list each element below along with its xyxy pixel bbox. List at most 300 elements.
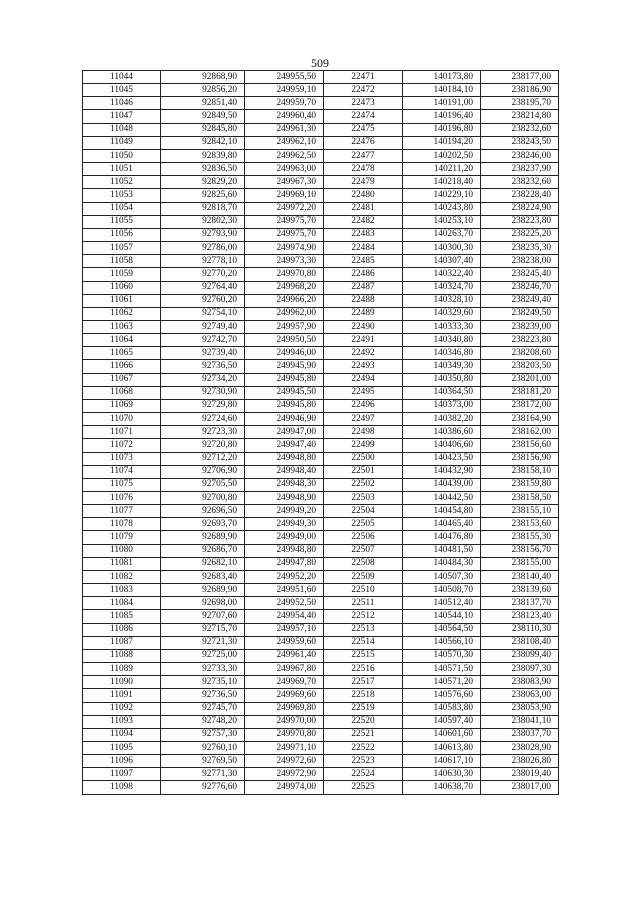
y-coordinate-a-cell: 249963,00	[245, 163, 324, 176]
x-coordinate-b-cell: 140576,60	[403, 689, 481, 702]
point-number-a-cell: 11079	[83, 531, 161, 544]
point-number-b-cell: 22486	[324, 268, 403, 281]
x-coordinate-a-cell: 92736,50	[161, 689, 245, 702]
y-coordinate-b-cell: 238153,60	[481, 518, 559, 531]
y-coordinate-a-cell: 249970,00	[245, 715, 324, 728]
y-coordinate-b-cell: 238225,20	[481, 228, 559, 241]
x-coordinate-b-cell: 140638,70	[403, 781, 481, 794]
point-number-a-cell: 11094	[83, 728, 161, 741]
point-number-a-cell: 11047	[83, 110, 161, 123]
point-number-b-cell: 22477	[324, 149, 403, 162]
x-coordinate-a-cell: 92829,20	[161, 176, 245, 189]
y-coordinate-b-cell: 238155,10	[481, 505, 559, 518]
y-coordinate-a-cell: 249946,90	[245, 413, 324, 426]
y-coordinate-a-cell: 249972,20	[245, 202, 324, 215]
point-number-b-cell: 22522	[324, 741, 403, 754]
point-number-b-cell: 22525	[324, 781, 403, 794]
table-row	[83, 268, 559, 281]
x-coordinate-b-cell: 140544,10	[403, 610, 481, 623]
x-coordinate-b-cell: 140484,30	[403, 557, 481, 570]
point-number-b-cell: 22518	[324, 689, 403, 702]
y-coordinate-a-cell: 249948,90	[245, 492, 324, 505]
y-coordinate-a-cell: 249951,60	[245, 584, 324, 597]
y-coordinate-b-cell: 238156,90	[481, 452, 559, 465]
point-number-b-cell: 22476	[324, 136, 403, 149]
table-row	[83, 610, 559, 623]
y-coordinate-a-cell: 249975,70	[245, 228, 324, 241]
x-coordinate-b-cell: 140307,40	[403, 255, 481, 268]
y-coordinate-b-cell: 238249,50	[481, 307, 559, 320]
x-coordinate-b-cell: 140617,10	[403, 755, 481, 768]
x-coordinate-a-cell: 92856,20	[161, 84, 245, 97]
y-coordinate-a-cell: 249966,20	[245, 294, 324, 307]
table-row	[83, 492, 559, 505]
x-coordinate-b-cell: 140476,80	[403, 531, 481, 544]
point-number-b-cell: 22480	[324, 189, 403, 202]
y-coordinate-a-cell: 249972,90	[245, 768, 324, 781]
table-row	[83, 334, 559, 347]
x-coordinate-a-cell: 92769,50	[161, 755, 245, 768]
point-number-b-cell: 22471	[324, 71, 403, 84]
y-coordinate-a-cell: 249973,30	[245, 255, 324, 268]
x-coordinate-a-cell: 92748,20	[161, 715, 245, 728]
table-row	[83, 426, 559, 439]
x-coordinate-b-cell: 140173,80	[403, 71, 481, 84]
x-coordinate-a-cell: 92836,50	[161, 163, 245, 176]
x-coordinate-a-cell: 92739,40	[161, 347, 245, 360]
x-coordinate-b-cell: 140196,40	[403, 110, 481, 123]
y-coordinate-a-cell: 249971,10	[245, 741, 324, 754]
x-coordinate-a-cell: 92696,50	[161, 505, 245, 518]
point-number-a-cell: 11087	[83, 636, 161, 649]
point-number-a-cell: 11055	[83, 215, 161, 228]
table-row	[83, 623, 559, 636]
table-row	[83, 149, 559, 162]
table-row	[83, 242, 559, 255]
y-coordinate-b-cell: 238026,80	[481, 755, 559, 768]
x-coordinate-a-cell: 92689,90	[161, 584, 245, 597]
y-coordinate-a-cell: 249945,80	[245, 399, 324, 412]
y-coordinate-b-cell: 238223,80	[481, 334, 559, 347]
point-number-a-cell: 11090	[83, 676, 161, 689]
point-number-a-cell: 11088	[83, 649, 161, 662]
table-row	[83, 228, 559, 241]
x-coordinate-a-cell: 92723,30	[161, 426, 245, 439]
y-coordinate-a-cell: 249974,90	[245, 242, 324, 255]
point-number-a-cell: 11059	[83, 268, 161, 281]
y-coordinate-b-cell: 238232,60	[481, 123, 559, 136]
y-coordinate-b-cell: 238099,40	[481, 649, 559, 662]
point-number-a-cell: 11045	[83, 84, 161, 97]
x-coordinate-a-cell: 92771,30	[161, 768, 245, 781]
x-coordinate-b-cell: 140346,80	[403, 347, 481, 360]
y-coordinate-a-cell: 249959,10	[245, 84, 324, 97]
x-coordinate-a-cell: 92757,30	[161, 728, 245, 741]
point-number-a-cell: 11085	[83, 610, 161, 623]
point-number-b-cell: 22488	[324, 294, 403, 307]
x-coordinate-b-cell: 140601,60	[403, 728, 481, 741]
x-coordinate-a-cell: 92705,50	[161, 478, 245, 491]
table-row	[83, 557, 559, 570]
point-number-b-cell: 22482	[324, 215, 403, 228]
table-row	[83, 71, 559, 84]
y-coordinate-a-cell: 249969,70	[245, 676, 324, 689]
y-coordinate-b-cell: 238208,60	[481, 347, 559, 360]
y-coordinate-b-cell: 238158,10	[481, 465, 559, 478]
x-coordinate-b-cell: 140218,40	[403, 176, 481, 189]
coordinates-table-body	[83, 71, 559, 795]
point-number-a-cell: 11092	[83, 702, 161, 715]
table-row	[83, 676, 559, 689]
point-number-b-cell: 22510	[324, 584, 403, 597]
y-coordinate-a-cell: 249947,00	[245, 426, 324, 439]
x-coordinate-a-cell: 92760,20	[161, 294, 245, 307]
table-row	[83, 281, 559, 294]
y-coordinate-a-cell: 249945,80	[245, 373, 324, 386]
x-coordinate-b-cell: 140442,50	[403, 492, 481, 505]
x-coordinate-a-cell: 92849,50	[161, 110, 245, 123]
x-coordinate-a-cell: 92802,30	[161, 215, 245, 228]
y-coordinate-a-cell: 249968,20	[245, 281, 324, 294]
table-row	[83, 518, 559, 531]
table-row	[83, 663, 559, 676]
point-number-a-cell: 11069	[83, 399, 161, 412]
table-row	[83, 176, 559, 189]
table-row	[83, 570, 559, 583]
table-row	[83, 478, 559, 491]
y-coordinate-a-cell: 249955,50	[245, 71, 324, 84]
table-row	[83, 597, 559, 610]
y-coordinate-a-cell: 249972,60	[245, 755, 324, 768]
point-number-b-cell: 22484	[324, 242, 403, 255]
y-coordinate-a-cell: 249962,00	[245, 307, 324, 320]
point-number-a-cell: 11050	[83, 149, 161, 162]
table-row	[83, 97, 559, 110]
table-row	[83, 531, 559, 544]
x-coordinate-b-cell: 140243,80	[403, 202, 481, 215]
point-number-b-cell: 22507	[324, 544, 403, 557]
x-coordinate-b-cell: 140373,00	[403, 399, 481, 412]
point-number-a-cell: 11095	[83, 741, 161, 754]
point-number-b-cell: 22495	[324, 386, 403, 399]
point-number-b-cell: 22472	[324, 84, 403, 97]
point-number-b-cell: 22515	[324, 649, 403, 662]
table-row	[83, 373, 559, 386]
y-coordinate-b-cell: 238158,50	[481, 492, 559, 505]
y-coordinate-b-cell: 238108,40	[481, 636, 559, 649]
y-coordinate-a-cell: 249961,30	[245, 123, 324, 136]
x-coordinate-b-cell: 140349,30	[403, 360, 481, 373]
y-coordinate-a-cell: 249946,00	[245, 347, 324, 360]
point-number-a-cell: 11078	[83, 518, 161, 531]
x-coordinate-a-cell: 92700,80	[161, 492, 245, 505]
point-number-b-cell: 22499	[324, 439, 403, 452]
point-number-a-cell: 11070	[83, 413, 161, 426]
y-coordinate-a-cell: 249948,80	[245, 544, 324, 557]
table-row	[83, 702, 559, 715]
x-coordinate-b-cell: 140630,30	[403, 768, 481, 781]
y-coordinate-a-cell: 249957,10	[245, 623, 324, 636]
x-coordinate-b-cell: 140507,30	[403, 570, 481, 583]
x-coordinate-b-cell: 140191,00	[403, 97, 481, 110]
x-coordinate-b-cell: 140571,50	[403, 663, 481, 676]
point-number-b-cell: 22492	[324, 347, 403, 360]
y-coordinate-a-cell: 249967,80	[245, 663, 324, 676]
point-number-a-cell: 11065	[83, 347, 161, 360]
table-row	[83, 255, 559, 268]
x-coordinate-a-cell: 92682,10	[161, 557, 245, 570]
y-coordinate-a-cell: 249969,60	[245, 689, 324, 702]
y-coordinate-b-cell: 238223,80	[481, 215, 559, 228]
table-row	[83, 768, 559, 781]
point-number-b-cell: 22506	[324, 531, 403, 544]
x-coordinate-a-cell: 92778,10	[161, 255, 245, 268]
table-row	[83, 202, 559, 215]
y-coordinate-b-cell: 238083,90	[481, 676, 559, 689]
point-number-b-cell: 22483	[324, 228, 403, 241]
x-coordinate-a-cell: 92825,60	[161, 189, 245, 202]
point-number-a-cell: 11049	[83, 136, 161, 149]
x-coordinate-a-cell: 92724,60	[161, 413, 245, 426]
point-number-a-cell: 11053	[83, 189, 161, 202]
x-coordinate-a-cell: 92733,30	[161, 663, 245, 676]
point-number-b-cell: 22494	[324, 373, 403, 386]
y-coordinate-b-cell: 238239,00	[481, 320, 559, 333]
table-row	[83, 544, 559, 557]
point-number-b-cell: 22503	[324, 492, 403, 505]
point-number-b-cell: 22490	[324, 320, 403, 333]
table-row	[83, 505, 559, 518]
x-coordinate-b-cell: 140570,30	[403, 649, 481, 662]
y-coordinate-b-cell: 238140,40	[481, 570, 559, 583]
x-coordinate-b-cell: 140333,30	[403, 320, 481, 333]
table-row	[83, 347, 559, 360]
y-coordinate-b-cell: 238195,70	[481, 97, 559, 110]
point-number-b-cell: 22504	[324, 505, 403, 518]
point-number-b-cell: 22517	[324, 676, 403, 689]
x-coordinate-a-cell: 92729,80	[161, 399, 245, 412]
x-coordinate-a-cell: 92776,60	[161, 781, 245, 794]
y-coordinate-a-cell: 249947,40	[245, 439, 324, 452]
table-row	[83, 123, 559, 136]
x-coordinate-b-cell: 140465,40	[403, 518, 481, 531]
y-coordinate-a-cell: 249957,90	[245, 320, 324, 333]
x-coordinate-a-cell: 92693,70	[161, 518, 245, 531]
point-number-a-cell: 11091	[83, 689, 161, 702]
y-coordinate-b-cell: 238162,00	[481, 426, 559, 439]
y-coordinate-b-cell: 238053,90	[481, 702, 559, 715]
y-coordinate-b-cell: 238097,30	[481, 663, 559, 676]
x-coordinate-a-cell: 92851,40	[161, 97, 245, 110]
x-coordinate-b-cell: 140263,70	[403, 228, 481, 241]
point-number-b-cell: 22496	[324, 399, 403, 412]
x-coordinate-b-cell: 140613,80	[403, 741, 481, 754]
x-coordinate-b-cell: 140196,80	[403, 123, 481, 136]
y-coordinate-a-cell: 249959,60	[245, 636, 324, 649]
y-coordinate-b-cell: 238237,90	[481, 163, 559, 176]
table-row	[83, 584, 559, 597]
table-row	[83, 465, 559, 478]
y-coordinate-b-cell: 238243,50	[481, 136, 559, 149]
x-coordinate-a-cell: 92818,70	[161, 202, 245, 215]
point-number-a-cell: 11057	[83, 242, 161, 255]
x-coordinate-a-cell: 92760,10	[161, 741, 245, 754]
y-coordinate-b-cell: 238186,90	[481, 84, 559, 97]
x-coordinate-a-cell: 92720,80	[161, 439, 245, 452]
point-number-b-cell: 22509	[324, 570, 403, 583]
x-coordinate-b-cell: 140386,60	[403, 426, 481, 439]
x-coordinate-a-cell: 92698,00	[161, 597, 245, 610]
y-coordinate-a-cell: 249948,80	[245, 452, 324, 465]
point-number-a-cell: 11086	[83, 623, 161, 636]
table-row	[83, 781, 559, 794]
point-number-b-cell: 22489	[324, 307, 403, 320]
y-coordinate-a-cell: 249970,80	[245, 268, 324, 281]
point-number-a-cell: 11061	[83, 294, 161, 307]
point-number-a-cell: 11058	[83, 255, 161, 268]
point-number-b-cell: 22508	[324, 557, 403, 570]
y-coordinate-b-cell: 238164,90	[481, 413, 559, 426]
x-coordinate-b-cell: 140194,20	[403, 136, 481, 149]
y-coordinate-b-cell: 238214,80	[481, 110, 559, 123]
y-coordinate-b-cell: 238246,70	[481, 281, 559, 294]
y-coordinate-a-cell: 249954,40	[245, 610, 324, 623]
point-number-b-cell: 22519	[324, 702, 403, 715]
y-coordinate-a-cell: 249959,70	[245, 97, 324, 110]
point-number-a-cell: 11082	[83, 570, 161, 583]
x-coordinate-a-cell: 92735,10	[161, 676, 245, 689]
y-coordinate-a-cell: 249952,50	[245, 597, 324, 610]
x-coordinate-a-cell: 92793,90	[161, 228, 245, 241]
y-coordinate-b-cell: 238249,40	[481, 294, 559, 307]
point-number-b-cell: 22479	[324, 176, 403, 189]
point-number-b-cell: 22513	[324, 623, 403, 636]
x-coordinate-b-cell: 140322,40	[403, 268, 481, 281]
y-coordinate-b-cell: 238238,00	[481, 255, 559, 268]
point-number-b-cell: 22520	[324, 715, 403, 728]
y-coordinate-a-cell: 249949,20	[245, 505, 324, 518]
y-coordinate-b-cell: 238245,40	[481, 268, 559, 281]
x-coordinate-a-cell: 92845,80	[161, 123, 245, 136]
y-coordinate-b-cell: 238041,10	[481, 715, 559, 728]
x-coordinate-b-cell: 140571,20	[403, 676, 481, 689]
x-coordinate-a-cell: 92842,10	[161, 136, 245, 149]
table-row	[83, 649, 559, 662]
point-number-a-cell: 11074	[83, 465, 161, 478]
point-number-b-cell: 22475	[324, 123, 403, 136]
y-coordinate-b-cell: 238232,60	[481, 176, 559, 189]
point-number-b-cell: 22491	[324, 334, 403, 347]
x-coordinate-a-cell: 92736,50	[161, 360, 245, 373]
point-number-a-cell: 11051	[83, 163, 161, 176]
point-number-a-cell: 11063	[83, 320, 161, 333]
x-coordinate-a-cell: 92712,20	[161, 452, 245, 465]
x-coordinate-b-cell: 140340,80	[403, 334, 481, 347]
point-number-a-cell: 11052	[83, 176, 161, 189]
x-coordinate-b-cell: 140229,10	[403, 189, 481, 202]
table-row	[83, 636, 559, 649]
x-coordinate-b-cell: 140481,50	[403, 544, 481, 557]
y-coordinate-b-cell: 238246,00	[481, 149, 559, 162]
table-row	[83, 163, 559, 176]
coordinates-table	[82, 70, 559, 795]
y-coordinate-b-cell: 238017,00	[481, 781, 559, 794]
point-number-b-cell: 22493	[324, 360, 403, 373]
x-coordinate-b-cell: 140583,80	[403, 702, 481, 715]
y-coordinate-b-cell: 238063,00	[481, 689, 559, 702]
x-coordinate-b-cell: 140439,00	[403, 478, 481, 491]
x-coordinate-a-cell: 92683,40	[161, 570, 245, 583]
y-coordinate-a-cell: 249949,00	[245, 531, 324, 544]
point-number-b-cell: 22511	[324, 597, 403, 610]
point-number-b-cell: 22505	[324, 518, 403, 531]
y-coordinate-a-cell: 249970,80	[245, 728, 324, 741]
point-number-a-cell: 11089	[83, 663, 161, 676]
y-coordinate-a-cell: 249948,40	[245, 465, 324, 478]
x-coordinate-b-cell: 140202,50	[403, 149, 481, 162]
x-coordinate-b-cell: 140329,60	[403, 307, 481, 320]
table-row	[83, 294, 559, 307]
x-coordinate-a-cell: 92707,60	[161, 610, 245, 623]
x-coordinate-b-cell: 140564,50	[403, 623, 481, 636]
y-coordinate-b-cell: 238110,30	[481, 623, 559, 636]
point-number-b-cell: 22502	[324, 478, 403, 491]
y-coordinate-b-cell: 238156,60	[481, 439, 559, 452]
point-number-b-cell: 22478	[324, 163, 403, 176]
table-row	[83, 689, 559, 702]
x-coordinate-a-cell: 92764,40	[161, 281, 245, 294]
point-number-a-cell: 11046	[83, 97, 161, 110]
point-number-a-cell: 11077	[83, 505, 161, 518]
point-number-a-cell: 11068	[83, 386, 161, 399]
point-number-b-cell: 22498	[324, 426, 403, 439]
point-number-b-cell: 22474	[324, 110, 403, 123]
point-number-b-cell: 22481	[324, 202, 403, 215]
y-coordinate-a-cell: 249969,80	[245, 702, 324, 715]
point-number-b-cell: 22487	[324, 281, 403, 294]
y-coordinate-a-cell: 249961,40	[245, 649, 324, 662]
point-number-b-cell: 22523	[324, 755, 403, 768]
table-row	[83, 360, 559, 373]
y-coordinate-b-cell: 238159,80	[481, 478, 559, 491]
x-coordinate-b-cell: 140406,60	[403, 439, 481, 452]
point-number-b-cell: 22514	[324, 636, 403, 649]
x-coordinate-a-cell: 92706,90	[161, 465, 245, 478]
point-number-a-cell: 11096	[83, 755, 161, 768]
table-row	[83, 728, 559, 741]
y-coordinate-b-cell: 238203,50	[481, 360, 559, 373]
point-number-a-cell: 11097	[83, 768, 161, 781]
point-number-a-cell: 11067	[83, 373, 161, 386]
x-coordinate-b-cell: 140300,30	[403, 242, 481, 255]
table-row	[83, 452, 559, 465]
x-coordinate-a-cell: 92715,70	[161, 623, 245, 636]
y-coordinate-b-cell: 238201,00	[481, 373, 559, 386]
page-number: 509	[311, 56, 329, 70]
point-number-a-cell: 11084	[83, 597, 161, 610]
point-number-a-cell: 11098	[83, 781, 161, 794]
point-number-a-cell: 11071	[83, 426, 161, 439]
x-coordinate-b-cell: 140566,10	[403, 636, 481, 649]
y-coordinate-b-cell: 238224,90	[481, 202, 559, 215]
table-row	[83, 189, 559, 202]
y-coordinate-b-cell: 238156,70	[481, 544, 559, 557]
table-row	[83, 307, 559, 320]
point-number-a-cell: 11073	[83, 452, 161, 465]
y-coordinate-a-cell: 249948,30	[245, 478, 324, 491]
table-row	[83, 413, 559, 426]
point-number-b-cell: 22500	[324, 452, 403, 465]
